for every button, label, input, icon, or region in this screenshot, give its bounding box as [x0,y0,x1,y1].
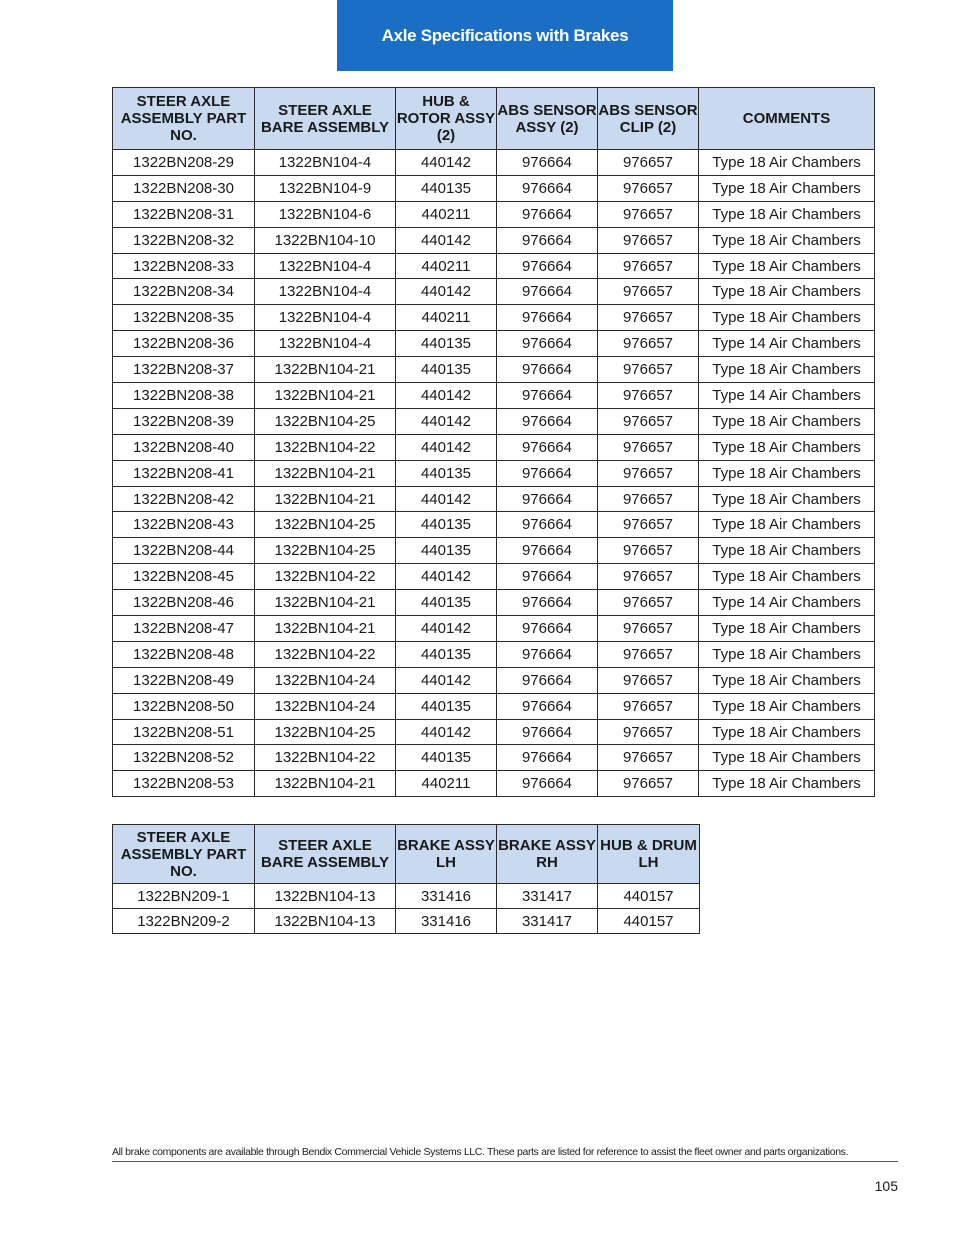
table-cell: 976657 [598,383,699,409]
table-cell: 976664 [497,357,598,383]
table-cell: 1322BN208-40 [113,434,255,460]
table-cell: 1322BN209-1 [113,884,255,909]
table-cell: 976657 [598,745,699,771]
page-title-banner [337,0,673,71]
table-cell: 976657 [598,175,699,201]
table-cell: 976657 [598,641,699,667]
table-cell: 976657 [598,201,699,227]
table-cell: 976657 [598,693,699,719]
table-cell: Type 18 Air Chambers [699,305,875,331]
table-cell: 440142 [396,408,497,434]
table-cell: 440135 [396,693,497,719]
table-cell: 1322BN208-53 [113,771,255,797]
table-cell: Type 18 Air Chambers [699,693,875,719]
table-cell: 1322BN208-39 [113,408,255,434]
table-row [113,175,875,201]
table-cell: 976657 [598,150,699,176]
table-cell: 1322BN208-37 [113,357,255,383]
table-cell: Type 18 Air Chambers [699,408,875,434]
table-cell: 1322BN104-25 [255,408,396,434]
table-cell: 976664 [497,253,598,279]
table-cell: 976657 [598,771,699,797]
table-cell: 976657 [598,616,699,642]
table-cell: Type 14 Air Chambers [699,590,875,616]
table-cell: 440142 [396,719,497,745]
table-cell: 976664 [497,616,598,642]
table-row [113,719,875,745]
table-cell: 976657 [598,357,699,383]
table-cell: 1322BN208-43 [113,512,255,538]
table-cell: 1322BN208-41 [113,460,255,486]
table-row [113,909,700,934]
table-cell: 1322BN104-22 [255,434,396,460]
table-cell: 976664 [497,590,598,616]
table-cell: 976664 [497,227,598,253]
table-row [113,383,875,409]
table-cell: Type 14 Air Chambers [699,331,875,357]
table-cell: 1322BN208-51 [113,719,255,745]
table-cell: 976664 [497,538,598,564]
table-cell: 440142 [396,616,497,642]
table-cell: 976657 [598,538,699,564]
table-cell: Type 18 Air Chambers [699,771,875,797]
table-cell: 1322BN104-4 [255,305,396,331]
table-cell: 976664 [497,641,598,667]
table-row [113,667,875,693]
table-cell: 976664 [497,745,598,771]
table-row [113,771,875,797]
table-cell: 440135 [396,331,497,357]
table-row [113,408,875,434]
table-cell: 1322BN104-25 [255,538,396,564]
table-cell: Type 18 Air Chambers [699,253,875,279]
table-cell: 440135 [396,175,497,201]
table-cell: 440142 [396,564,497,590]
table-cell: 440135 [396,590,497,616]
table-row [113,884,700,909]
table-cell: 1322BN208-38 [113,383,255,409]
table-cell: 976664 [497,512,598,538]
table-cell: 976657 [598,331,699,357]
table-cell: 331417 [497,884,598,909]
table-cell: 440135 [396,745,497,771]
column-header: BRAKE ASSY LH [396,825,497,884]
table-cell: 976664 [497,201,598,227]
table-cell: 1322BN208-35 [113,305,255,331]
table-cell: 440135 [396,538,497,564]
column-header: HUB & ROTOR ASSY (2) [396,88,497,150]
table-cell: Type 18 Air Chambers [699,434,875,460]
table-cell: 1322BN208-42 [113,486,255,512]
table-cell: 1322BN104-24 [255,693,396,719]
table-cell: 976664 [497,408,598,434]
table-cell: 1322BN104-9 [255,175,396,201]
table-cell: 976657 [598,253,699,279]
table-cell: 1322BN104-22 [255,745,396,771]
table-cell: 1322BN104-4 [255,331,396,357]
table-cell: 976664 [497,305,598,331]
table-cell: 440135 [396,357,497,383]
column-header: COMMENTS [699,88,875,150]
table-row [113,486,875,512]
table-cell: Type 14 Air Chambers [699,383,875,409]
table-cell: 1322BN208-47 [113,616,255,642]
table-row [113,279,875,305]
table-cell: 440135 [396,460,497,486]
table-cell: 440142 [396,434,497,460]
table-cell: Type 18 Air Chambers [699,357,875,383]
table-cell: Type 18 Air Chambers [699,719,875,745]
drum-brake-spec-table [112,824,700,934]
table-row [113,641,875,667]
table-cell: Type 18 Air Chambers [699,201,875,227]
table-cell: 976664 [497,279,598,305]
table-cell: 440142 [396,383,497,409]
table-cell: Type 18 Air Chambers [699,616,875,642]
table-cell: 976657 [598,486,699,512]
footnote: All brake components are available through Bendix Commercial Vehicle Systems LLC. These parts are listed for reference to assist the fleet owner and parts organizations. [112,1146,898,1162]
table-cell: 1322BN104-25 [255,719,396,745]
page-title: Axle Specifications with Brakes [381,25,629,45]
table-cell: Type 18 Air Chambers [699,279,875,305]
table-cell: 976664 [497,486,598,512]
table-cell: 976657 [598,512,699,538]
table-row [113,590,875,616]
table-cell: 1322BN209-2 [113,909,255,934]
table-header-row [113,825,700,884]
table-cell: 976657 [598,590,699,616]
table-row [113,227,875,253]
table-cell: 440211 [396,253,497,279]
column-header: ABS SENSOR ASSY (2) [497,88,598,150]
table-cell: 440211 [396,201,497,227]
table-cell: 1322BN104-13 [255,909,396,934]
table-cell: 976664 [497,771,598,797]
table-cell: 1322BN208-29 [113,150,255,176]
table-cell: 440157 [598,909,700,934]
table-cell: 1322BN104-21 [255,590,396,616]
table-cell: 976657 [598,667,699,693]
table-cell: 1322BN208-32 [113,227,255,253]
table-cell: 976664 [497,175,598,201]
steer-axle-spec-table [112,87,875,797]
table-cell: 440142 [396,227,497,253]
table-cell: 1322BN104-4 [255,253,396,279]
table-cell: 1322BN104-10 [255,227,396,253]
table-cell: 1322BN104-21 [255,383,396,409]
table-row [113,357,875,383]
table-cell: 976657 [598,305,699,331]
table-cell: 976664 [497,331,598,357]
table-cell: 440135 [396,512,497,538]
table-cell: 976664 [497,667,598,693]
table-cell: Type 18 Air Chambers [699,512,875,538]
table-cell: 1322BN104-21 [255,460,396,486]
table-row [113,616,875,642]
table-cell: 1322BN104-13 [255,884,396,909]
table-cell: 976664 [497,150,598,176]
table-row [113,201,875,227]
table-row [113,331,875,357]
table-cell: Type 18 Air Chambers [699,667,875,693]
table-cell: Type 18 Air Chambers [699,538,875,564]
table-cell: 976657 [598,279,699,305]
table-cell: 976657 [598,719,699,745]
table-row [113,305,875,331]
column-header: BRAKE ASSY RH [497,825,598,884]
table-cell: 976664 [497,434,598,460]
column-header: HUB & DRUM LH [598,825,700,884]
column-header: STEER AXLE ASSEMBLY PART NO. [113,88,255,150]
table-row [113,460,875,486]
table-row [113,434,875,460]
table-cell: Type 18 Air Chambers [699,486,875,512]
table-row [113,693,875,719]
table-cell: 440211 [396,305,497,331]
table-cell: 440211 [396,771,497,797]
table-cell: 976657 [598,460,699,486]
table-cell: Type 18 Air Chambers [699,150,875,176]
table-cell: 1322BN104-4 [255,150,396,176]
table-cell: 1322BN104-21 [255,486,396,512]
table-cell: 1322BN208-34 [113,279,255,305]
table-cell: 1322BN104-6 [255,201,396,227]
table-cell: 1322BN208-44 [113,538,255,564]
column-header: STEER AXLE BARE ASSEMBLY [255,825,396,884]
table-cell: 976664 [497,460,598,486]
table-cell: 1322BN208-52 [113,745,255,771]
table-cell: Type 18 Air Chambers [699,460,875,486]
table-cell: 1322BN104-4 [255,279,396,305]
table-cell: 976664 [497,693,598,719]
table-cell: 1322BN104-22 [255,641,396,667]
table-cell: 1322BN208-50 [113,693,255,719]
table-cell: 440142 [396,150,497,176]
table-cell: 1322BN208-46 [113,590,255,616]
table-cell: 440142 [396,486,497,512]
table-cell: 976657 [598,227,699,253]
table-row [113,512,875,538]
column-header: STEER AXLE BARE ASSEMBLY [255,88,396,150]
table-cell: Type 18 Air Chambers [699,745,875,771]
table-header-row [113,88,875,150]
table-row [113,564,875,590]
table-cell: 1322BN104-21 [255,771,396,797]
table-cell: 440142 [396,667,497,693]
column-header: ABS SENSOR CLIP (2) [598,88,699,150]
table-row [113,253,875,279]
table-cell: 1322BN104-24 [255,667,396,693]
table-cell: 1322BN208-49 [113,667,255,693]
table-cell: 976664 [497,719,598,745]
table-cell: 1322BN208-48 [113,641,255,667]
table-cell: 976664 [497,383,598,409]
table-cell: 1322BN104-25 [255,512,396,538]
table-row [113,745,875,771]
table-cell: 440135 [396,641,497,667]
page-number: 105 [874,1178,898,1194]
table-cell: 331416 [396,909,497,934]
table-cell: 331416 [396,884,497,909]
table-cell: 1322BN208-36 [113,331,255,357]
table-cell: 1322BN208-31 [113,201,255,227]
table-cell: 1322BN208-33 [113,253,255,279]
table-row [113,538,875,564]
table-cell: 1322BN208-45 [113,564,255,590]
table-cell: 976657 [598,408,699,434]
column-header: STEER AXLE ASSEMBLY PART NO. [113,825,255,884]
table-cell: 1322BN104-22 [255,564,396,590]
table-cell: 976657 [598,434,699,460]
table-cell: 1322BN104-21 [255,357,396,383]
table-cell: 331417 [497,909,598,934]
table-row [113,150,875,176]
table-cell: Type 18 Air Chambers [699,564,875,590]
table-cell: 976664 [497,564,598,590]
table-cell: Type 18 Air Chambers [699,641,875,667]
table-cell: 976657 [598,564,699,590]
table-cell: 1322BN104-21 [255,616,396,642]
table-cell: Type 18 Air Chambers [699,227,875,253]
table-cell: Type 18 Air Chambers [699,175,875,201]
table-cell: 440142 [396,279,497,305]
table-cell: 440157 [598,884,700,909]
table-cell: 1322BN208-30 [113,175,255,201]
